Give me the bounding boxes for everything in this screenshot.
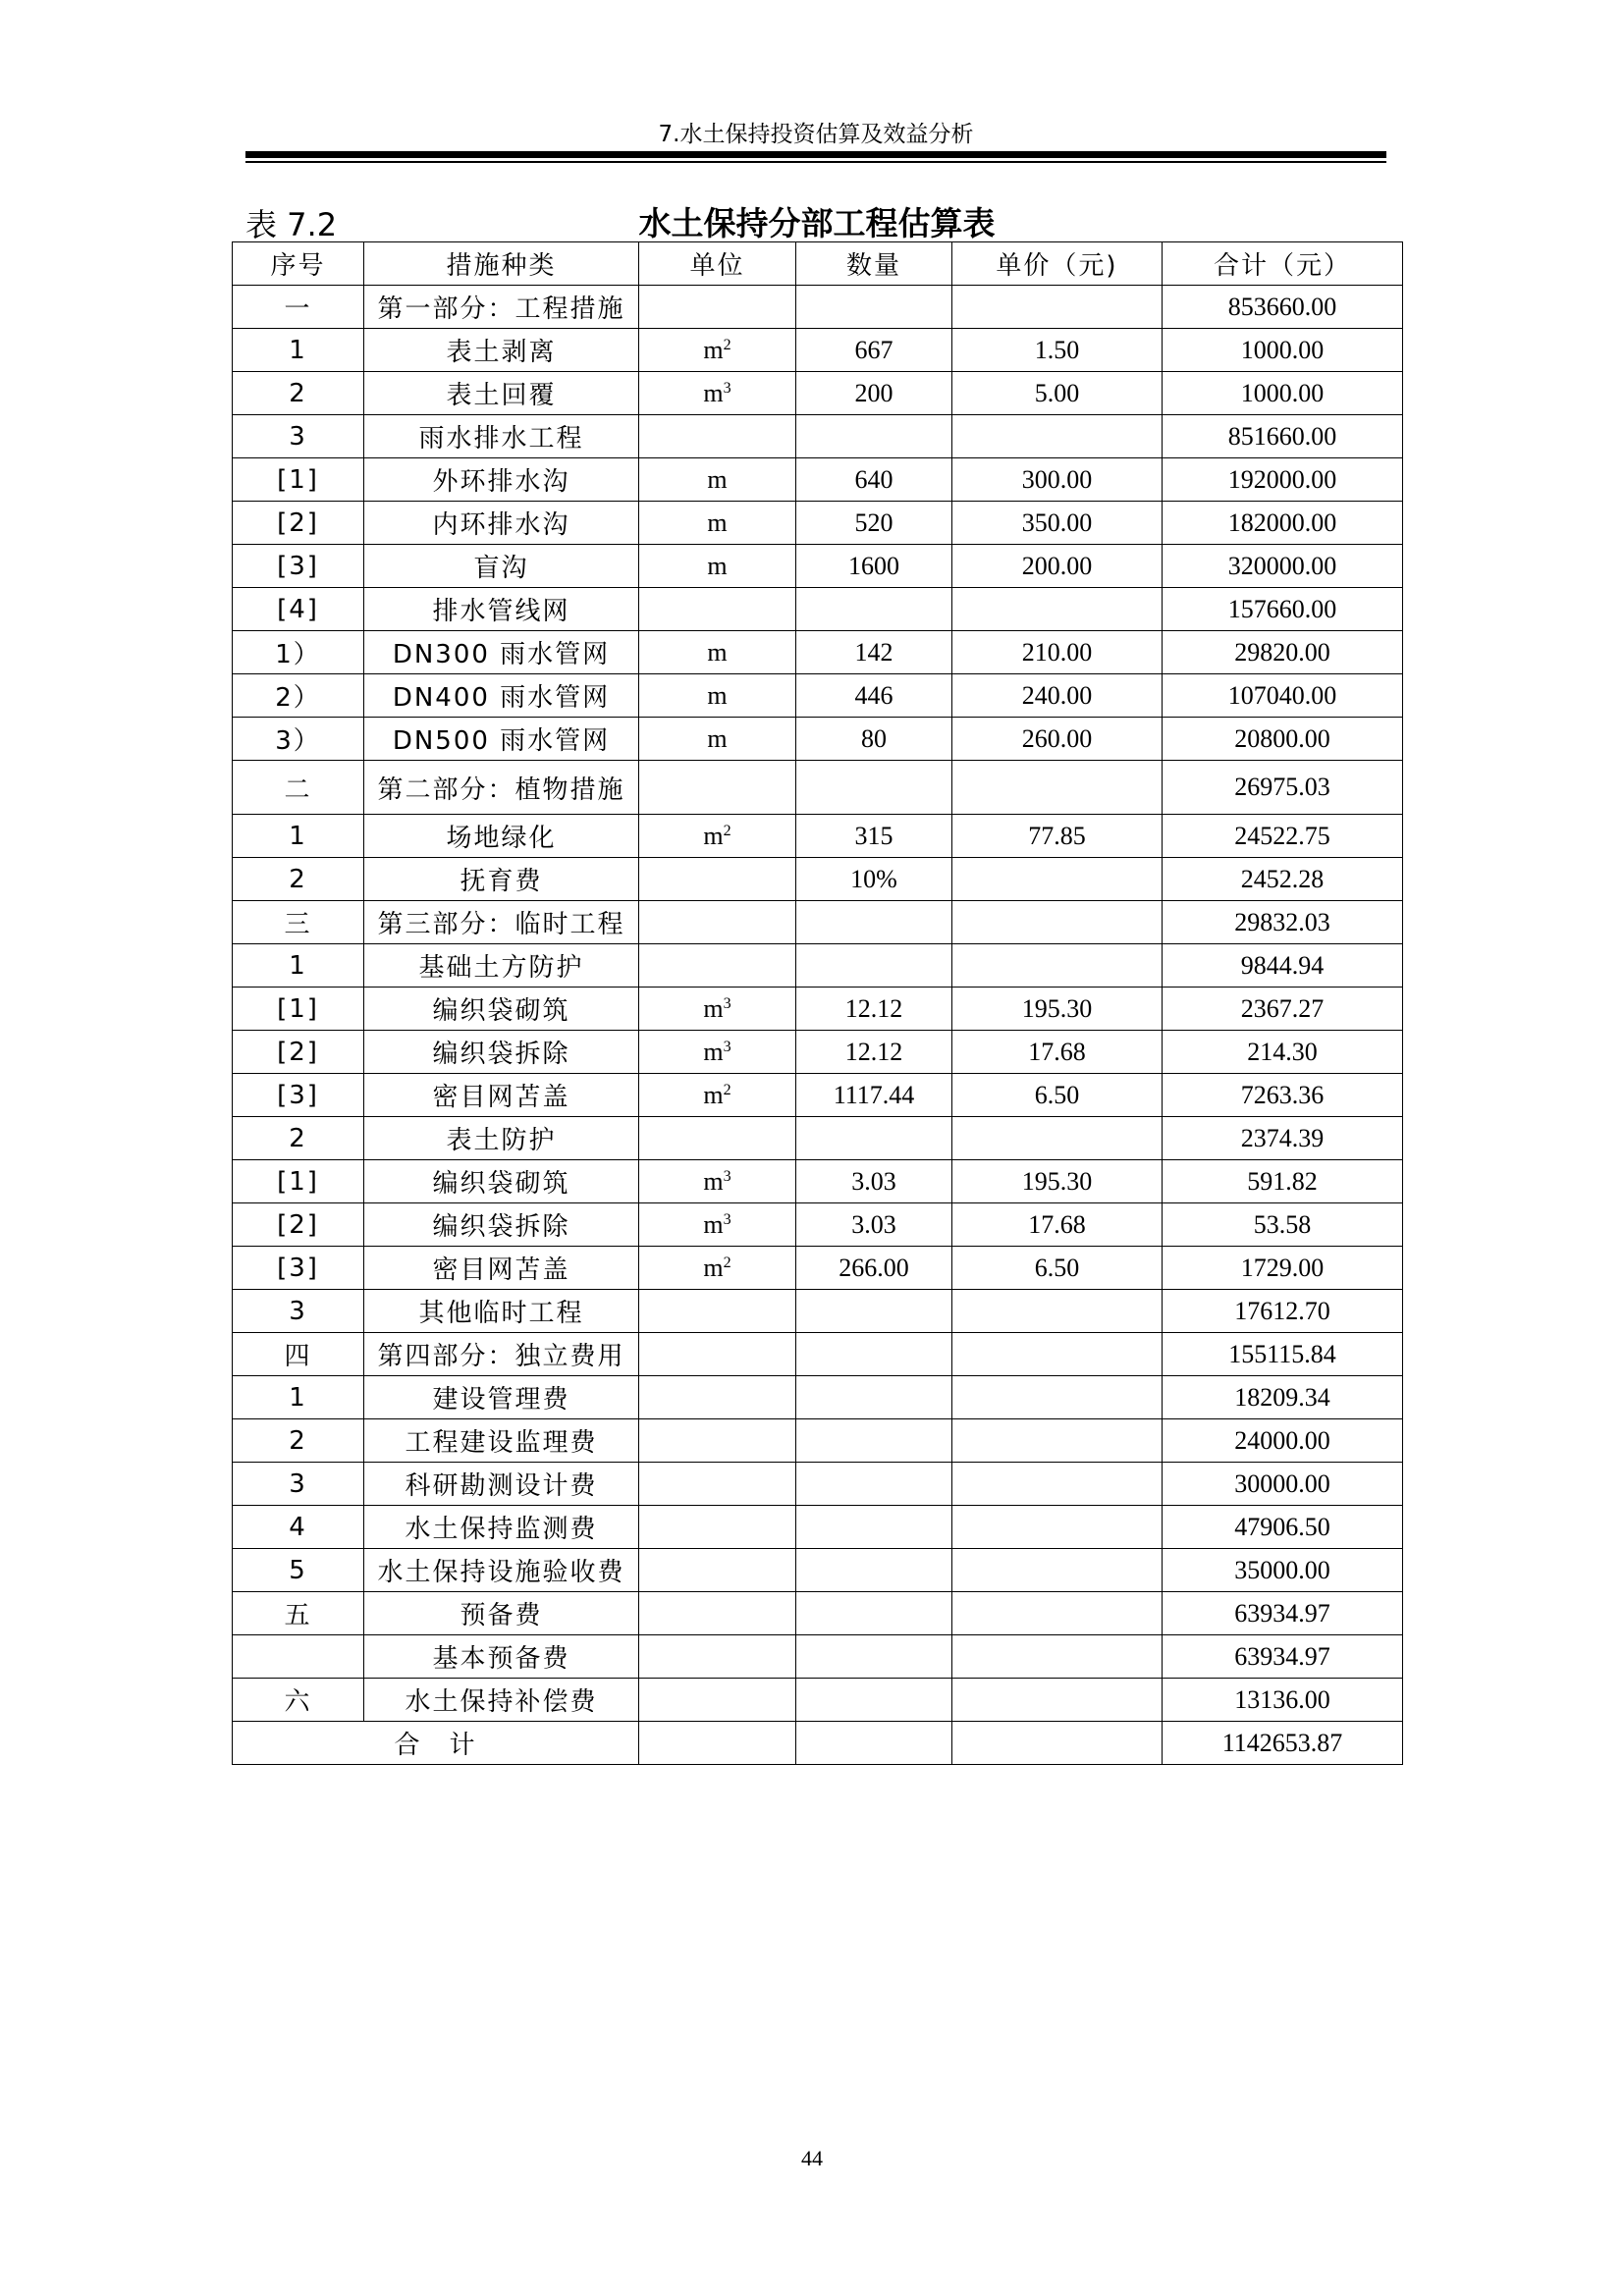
cell-no: 一 (233, 286, 364, 329)
cell-total: 192000.00 (1163, 458, 1403, 502)
cell-price (952, 1592, 1163, 1635)
cell-total: 63934.97 (1163, 1592, 1403, 1635)
unit-exponent: 2 (723, 336, 731, 353)
cell-total: 214.30 (1163, 1031, 1403, 1074)
cell-no: 3） (233, 718, 364, 761)
cell-total: 24000.00 (1163, 1419, 1403, 1463)
cell-price: 6.50 (952, 1074, 1163, 1117)
unit-exponent: 2 (723, 1254, 731, 1271)
table-row (233, 1679, 1403, 1722)
cell-no: 1 (233, 944, 364, 988)
column-header-no: 序号 (233, 242, 364, 286)
cell-total: 155115.84 (1163, 1333, 1403, 1376)
cell-unit: $m^3$ (639, 1031, 796, 1074)
cell-qty: 3.03 (796, 1160, 952, 1203)
cell-price: 350.00 (952, 502, 1163, 545)
cell-qty (796, 1549, 952, 1592)
cell-unit: $m^3$ (639, 372, 796, 415)
cell-item: 场地绿化 (364, 815, 639, 858)
cell-no: [1] (233, 1160, 364, 1203)
table-row (233, 1635, 1403, 1679)
cell-price (952, 858, 1163, 901)
cell-no: [2] (233, 502, 364, 545)
cell-unit (639, 1506, 796, 1549)
cell-qty: 446 (796, 674, 952, 718)
cell-item: 表土剥离 (364, 329, 639, 372)
cell-item: 编织袋拆除 (364, 1031, 639, 1074)
cell-unit: $m^2$ (639, 1074, 796, 1117)
cell-item: 表土回覆 (364, 372, 639, 415)
cell-item: 第一部分：工程措施 (364, 286, 639, 329)
cell-unit: m (639, 674, 796, 718)
total-price-cell (952, 1722, 1163, 1765)
cell-no: 3 (233, 1463, 364, 1506)
cell-no: [4] (233, 588, 364, 631)
cell-total: 29832.03 (1163, 901, 1403, 944)
cell-total: 2374.39 (1163, 1117, 1403, 1160)
cell-qty (796, 761, 952, 815)
cell-no: 1） (233, 631, 364, 674)
total-unit-cell (639, 1722, 796, 1765)
table-caption (232, 196, 1402, 241)
table-row (233, 1203, 1403, 1247)
table-row (233, 329, 1403, 372)
cell-qty (796, 944, 952, 988)
cell-qty: 3.03 (796, 1203, 952, 1247)
column-header-unit: 单位 (639, 242, 796, 286)
cell-total: 7263.36 (1163, 1074, 1403, 1117)
cell-unit (639, 1333, 796, 1376)
cell-total: 591.82 (1163, 1160, 1403, 1203)
cell-qty (796, 1635, 952, 1679)
unit-exponent: 3 (723, 379, 731, 397)
cell-unit (639, 1679, 796, 1722)
cell-total: 320000.00 (1163, 545, 1403, 588)
cell-no: [2] (233, 1031, 364, 1074)
cell-unit (639, 761, 796, 815)
cell-total: 182000.00 (1163, 502, 1403, 545)
cell-qty: 1600 (796, 545, 952, 588)
cell-unit (639, 1592, 796, 1635)
header-rule (245, 151, 1386, 158)
cell-item: 基本预备费 (364, 1635, 639, 1679)
cell-qty (796, 415, 952, 458)
cell-item: 第二部分：植物措施 (364, 761, 639, 815)
table-row (233, 1074, 1403, 1117)
cell-unit: $m^3$ (639, 1203, 796, 1247)
cell-total: 24522.75 (1163, 815, 1403, 858)
cell-no: 5 (233, 1549, 364, 1592)
cell-item: 工程建设监理费 (364, 1419, 639, 1463)
cell-qty: 142 (796, 631, 952, 674)
cell-qty (796, 1376, 952, 1419)
cell-total: 9844.94 (1163, 944, 1403, 988)
cell-unit: $m^3$ (639, 988, 796, 1031)
cell-total: 53.58 (1163, 1203, 1403, 1247)
unit-exponent: 3 (723, 1038, 731, 1055)
column-header-total: 合计（元） (1163, 242, 1403, 286)
cell-qty (796, 1506, 952, 1549)
cell-price (952, 1117, 1163, 1160)
cell-unit (639, 1376, 796, 1419)
table-row (233, 1506, 1403, 1549)
table-row (233, 1376, 1403, 1419)
table-row (233, 286, 1403, 329)
cell-no (233, 1635, 364, 1679)
table-row (233, 1549, 1403, 1592)
cell-item: 水土保持补偿费 (364, 1679, 639, 1722)
cell-qty: 1117.44 (796, 1074, 952, 1117)
cell-no: 2 (233, 372, 364, 415)
cell-total: 30000.00 (1163, 1463, 1403, 1506)
table-title: 水土保持分部工程估算表 (638, 204, 996, 242)
cell-no: 五 (233, 1592, 364, 1635)
cell-price (952, 944, 1163, 988)
cell-price: 240.00 (952, 674, 1163, 718)
cell-unit: m (639, 631, 796, 674)
unit-exponent: 3 (723, 1210, 731, 1228)
cell-no: 六 (233, 1679, 364, 1722)
cell-qty (796, 1117, 952, 1160)
cell-item: DN400 雨水管网 (364, 674, 639, 718)
cell-qty: 200 (796, 372, 952, 415)
cell-unit (639, 1290, 796, 1333)
cell-qty: 266.00 (796, 1247, 952, 1290)
cell-qty: 80 (796, 718, 952, 761)
cell-unit: m (639, 458, 796, 502)
cell-price: 5.00 (952, 372, 1163, 415)
cell-no: 4 (233, 1506, 364, 1549)
cell-no: 1 (233, 1376, 364, 1419)
table-row (233, 415, 1403, 458)
cell-total: 63934.97 (1163, 1635, 1403, 1679)
cell-price: 200.00 (952, 545, 1163, 588)
cell-qty (796, 1419, 952, 1463)
cell-no: [1] (233, 458, 364, 502)
cell-total: 29820.00 (1163, 631, 1403, 674)
table-row (233, 1160, 1403, 1203)
cell-price (952, 415, 1163, 458)
cell-item: 编织袋拆除 (364, 1203, 639, 1247)
table-row (233, 1247, 1403, 1290)
cell-price (952, 1376, 1163, 1419)
table-row (233, 1592, 1403, 1635)
table-row (233, 458, 1403, 502)
cell-unit: m (639, 718, 796, 761)
table-body (233, 286, 1403, 1722)
cell-price: 300.00 (952, 458, 1163, 502)
cell-item: 其他临时工程 (364, 1290, 639, 1333)
cell-total: 157660.00 (1163, 588, 1403, 631)
cell-price: 195.30 (952, 988, 1163, 1031)
cell-price (952, 1506, 1163, 1549)
table-row (233, 988, 1403, 1031)
table-row (233, 588, 1403, 631)
cell-item: 密目网苫盖 (364, 1074, 639, 1117)
total-qty-cell (796, 1722, 952, 1765)
cell-item: 抚育费 (364, 858, 639, 901)
cell-no: [2] (233, 1203, 364, 1247)
cell-no: 二 (233, 761, 364, 815)
cell-unit (639, 1117, 796, 1160)
cell-qty: 315 (796, 815, 952, 858)
cell-total: 853660.00 (1163, 286, 1403, 329)
cell-unit (639, 286, 796, 329)
cell-no: [1] (233, 988, 364, 1031)
cell-qty: 12.12 (796, 1031, 952, 1074)
cell-price: 260.00 (952, 718, 1163, 761)
table-row (233, 1031, 1403, 1074)
cell-qty: 12.12 (796, 988, 952, 1031)
cell-unit: m (639, 502, 796, 545)
cell-unit (639, 1635, 796, 1679)
cell-price (952, 286, 1163, 329)
cell-total: 2367.27 (1163, 988, 1403, 1031)
cell-price: 77.85 (952, 815, 1163, 858)
table-header-row (233, 242, 1403, 286)
table-row (233, 674, 1403, 718)
column-header-price: 单价（元) (952, 242, 1163, 286)
table-row (233, 502, 1403, 545)
running-header: 7.水土保持投资估算及效益分析 (658, 122, 974, 147)
column-header-qty: 数量 (796, 242, 952, 286)
cell-total: 47906.50 (1163, 1506, 1403, 1549)
cell-total: 18209.34 (1163, 1376, 1403, 1419)
cell-total: 2452.28 (1163, 858, 1403, 901)
cell-qty: 667 (796, 329, 952, 372)
cell-price: 1.50 (952, 329, 1163, 372)
cell-total: 26975.03 (1163, 761, 1403, 815)
cell-unit (639, 588, 796, 631)
cell-qty: 640 (796, 458, 952, 502)
cell-price: 17.68 (952, 1031, 1163, 1074)
cell-item: 预备费 (364, 1592, 639, 1635)
unit-exponent: 2 (723, 1081, 731, 1098)
cell-item: 盲沟 (364, 545, 639, 588)
cell-unit: m (639, 545, 796, 588)
cell-price: 195.30 (952, 1160, 1163, 1203)
unit-exponent: 3 (723, 1167, 731, 1185)
cell-unit: $m^2$ (639, 329, 796, 372)
cell-qty: 520 (796, 502, 952, 545)
table-row (233, 944, 1403, 988)
cell-item: 编织袋砌筑 (364, 988, 639, 1031)
cell-item: 科研勘测设计费 (364, 1463, 639, 1506)
cell-total: 1000.00 (1163, 329, 1403, 372)
cell-unit (639, 858, 796, 901)
cell-item: 基础土方防护 (364, 944, 639, 988)
cell-price: 6.50 (952, 1247, 1163, 1290)
cell-qty: 10% (796, 858, 952, 901)
cell-price (952, 588, 1163, 631)
column-header-item: 措施种类 (364, 242, 639, 286)
cell-no: 3 (233, 1290, 364, 1333)
cell-total: 107040.00 (1163, 674, 1403, 718)
cell-price: 17.68 (952, 1203, 1163, 1247)
cell-qty (796, 1333, 952, 1376)
cell-no: 2） (233, 674, 364, 718)
table-row (233, 761, 1403, 815)
table-number: 表 7.2 (245, 206, 338, 243)
table-row (233, 545, 1403, 588)
cell-price (952, 1419, 1163, 1463)
cell-price (952, 1290, 1163, 1333)
cell-item: 排水管线网 (364, 588, 639, 631)
cell-item: 雨水排水工程 (364, 415, 639, 458)
cell-item: 外环排水沟 (364, 458, 639, 502)
cell-item: 水土保持监测费 (364, 1506, 639, 1549)
cell-unit: $m^2$ (639, 815, 796, 858)
cell-no: [3] (233, 1074, 364, 1117)
cell-total: 1000.00 (1163, 372, 1403, 415)
header-rule-thin (245, 161, 1386, 163)
cell-qty (796, 588, 952, 631)
cell-item: DN300 雨水管网 (364, 631, 639, 674)
cell-no: 1 (233, 815, 364, 858)
cell-item: 第四部分：独立费用 (364, 1333, 639, 1376)
unit-exponent: 2 (723, 822, 731, 839)
estimate-table (232, 241, 1403, 1765)
cell-qty (796, 286, 952, 329)
cell-total: 13136.00 (1163, 1679, 1403, 1722)
cell-no: 四 (233, 1333, 364, 1376)
cell-unit: $m^2$ (639, 1247, 796, 1290)
cell-price (952, 1549, 1163, 1592)
cell-price (952, 1635, 1163, 1679)
table-row (233, 858, 1403, 901)
cell-price (952, 1333, 1163, 1376)
table-row (233, 1419, 1403, 1463)
table-row (233, 1463, 1403, 1506)
unit-exponent: 3 (723, 994, 731, 1012)
cell-price (952, 1679, 1163, 1722)
cell-unit: $m^3$ (639, 1160, 796, 1203)
table-row (233, 815, 1403, 858)
cell-item: 编织袋砌筑 (364, 1160, 639, 1203)
cell-no: 3 (233, 415, 364, 458)
cell-unit (639, 415, 796, 458)
cell-no: [3] (233, 545, 364, 588)
cell-qty (796, 1592, 952, 1635)
table-row (233, 372, 1403, 415)
cell-item: 第三部分：临时工程 (364, 901, 639, 944)
total-label: 合 计 (233, 1722, 639, 1765)
cell-no: 1 (233, 329, 364, 372)
page-number: 44 (801, 2146, 823, 2170)
cell-price (952, 901, 1163, 944)
table-row (233, 631, 1403, 674)
cell-qty (796, 901, 952, 944)
cell-no: [3] (233, 1247, 364, 1290)
cell-qty (796, 1463, 952, 1506)
cell-unit (639, 1463, 796, 1506)
cell-unit (639, 1549, 796, 1592)
cell-total: 20800.00 (1163, 718, 1403, 761)
cell-item: 密目网苫盖 (364, 1247, 639, 1290)
table-row (233, 718, 1403, 761)
grand-total: 1142653.87 (1163, 1722, 1403, 1765)
total-row (233, 1722, 1403, 1765)
cell-item: 建设管理费 (364, 1376, 639, 1419)
cell-price (952, 1463, 1163, 1506)
cell-total: 35000.00 (1163, 1549, 1403, 1592)
table-row (233, 1333, 1403, 1376)
cell-price (952, 761, 1163, 815)
cell-item: DN500 雨水管网 (364, 718, 639, 761)
cell-item: 内环排水沟 (364, 502, 639, 545)
cell-total: 851660.00 (1163, 415, 1403, 458)
cell-no: 2 (233, 858, 364, 901)
cell-no: 2 (233, 1419, 364, 1463)
cell-qty (796, 1679, 952, 1722)
cell-item: 表土防护 (364, 1117, 639, 1160)
cell-total: 1729.00 (1163, 1247, 1403, 1290)
cell-unit (639, 901, 796, 944)
cell-item: 水土保持设施验收费 (364, 1549, 639, 1592)
table-row (233, 1290, 1403, 1333)
cell-no: 三 (233, 901, 364, 944)
table-row (233, 901, 1403, 944)
cell-unit (639, 944, 796, 988)
cell-qty (796, 1290, 952, 1333)
cell-unit (639, 1419, 796, 1463)
cell-no: 2 (233, 1117, 364, 1160)
cell-price: 210.00 (952, 631, 1163, 674)
cell-total: 17612.70 (1163, 1290, 1403, 1333)
table-row (233, 1117, 1403, 1160)
